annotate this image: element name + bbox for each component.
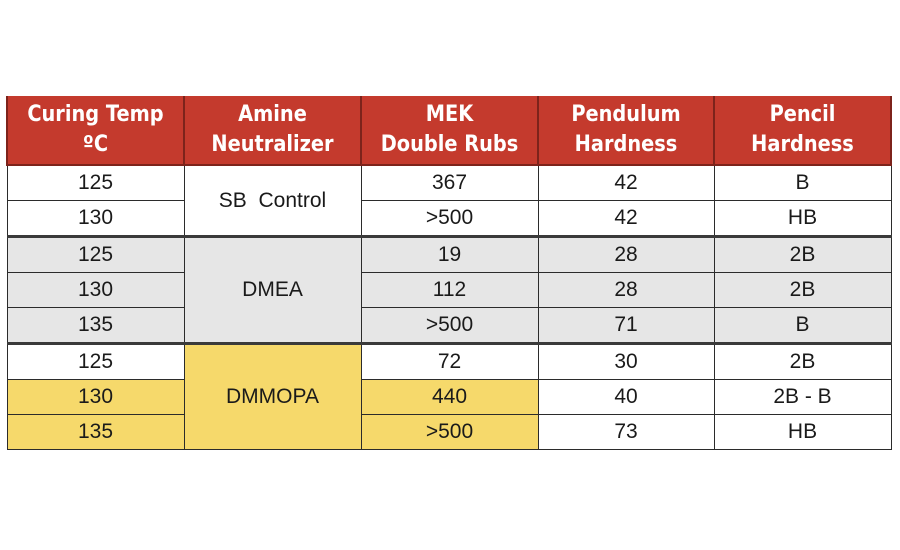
header-amine-neutralizer-line1: Amine xyxy=(238,102,307,127)
table-row xyxy=(7,415,891,450)
cell-pencil: 2B xyxy=(714,273,891,308)
cell-mek: 72 xyxy=(361,344,538,380)
cell-mek: >500 xyxy=(361,201,538,237)
cell-pendulum: 30 xyxy=(538,344,714,380)
header-pencil-hardness-line1: Pencil xyxy=(769,102,836,127)
table-row xyxy=(7,308,891,344)
header-mek-double-rubs-line2: Double Rubs xyxy=(380,132,519,157)
header-pencil-hardness xyxy=(714,96,891,165)
table-row xyxy=(7,380,891,415)
header-pendulum-hardness xyxy=(538,96,714,165)
header-curing-temp-line1: Curing Temp xyxy=(27,102,164,127)
cell-pendulum: 40 xyxy=(538,380,714,415)
header-pencil-hardness-line2: Hardness xyxy=(751,132,854,157)
cell-mek: 112 xyxy=(361,273,538,308)
cell-temp: 135 xyxy=(7,308,184,344)
table-row xyxy=(7,237,891,273)
cell-temp: 125 xyxy=(7,344,184,380)
cell-temp: 135 xyxy=(7,415,184,450)
cell-pendulum: 42 xyxy=(538,165,714,201)
cell-temp: 130 xyxy=(7,201,184,237)
cell-mek: 19 xyxy=(361,237,538,273)
cell-pencil: 2B xyxy=(714,344,891,380)
table-row xyxy=(7,165,891,201)
cell-temp: 125 xyxy=(7,165,184,201)
header-curing-temp xyxy=(7,96,184,165)
header-pendulum-hardness-line2: Hardness xyxy=(574,132,678,157)
cell-mek: 367 xyxy=(361,165,538,201)
cell-temp: 125 xyxy=(7,237,184,273)
header-row xyxy=(7,96,891,165)
cell-mek: >500 xyxy=(361,308,538,344)
cell-temp: 130 xyxy=(7,380,184,415)
cell-mek: 440 xyxy=(361,380,538,415)
header-curing-temp-line2: ºC xyxy=(82,132,109,157)
header-amine-neutralizer-line2: Neutralizer xyxy=(211,132,334,157)
cell-temp: 130 xyxy=(7,273,184,308)
cell-neutralizer: DMEA xyxy=(184,237,361,344)
cell-pendulum: 28 xyxy=(538,237,714,273)
cell-pencil: HB xyxy=(714,201,891,237)
results-table xyxy=(6,96,892,450)
cell-neutralizer: DMMOPA xyxy=(184,344,361,450)
cell-pencil: HB xyxy=(714,415,891,450)
table-row xyxy=(7,201,891,237)
cell-pencil: B xyxy=(714,165,891,201)
table-row xyxy=(7,344,891,380)
cell-pendulum: 28 xyxy=(538,273,714,308)
header-amine-neutralizer xyxy=(184,96,361,165)
header-mek-double-rubs xyxy=(361,96,538,165)
cell-neutralizer: SB Control xyxy=(184,165,361,237)
cell-pencil: 2B - B xyxy=(714,380,891,415)
header-mek-double-rubs-line1: MEK xyxy=(425,102,474,127)
cell-pendulum: 71 xyxy=(538,308,714,344)
cell-pendulum: 73 xyxy=(538,415,714,450)
cell-pencil: 2B xyxy=(714,237,891,273)
header-pendulum-hardness-line1: Pendulum xyxy=(571,102,681,127)
table-row xyxy=(7,273,891,308)
cell-pendulum: 42 xyxy=(538,201,714,237)
cell-mek: >500 xyxy=(361,415,538,450)
cell-pencil: B xyxy=(714,308,891,344)
